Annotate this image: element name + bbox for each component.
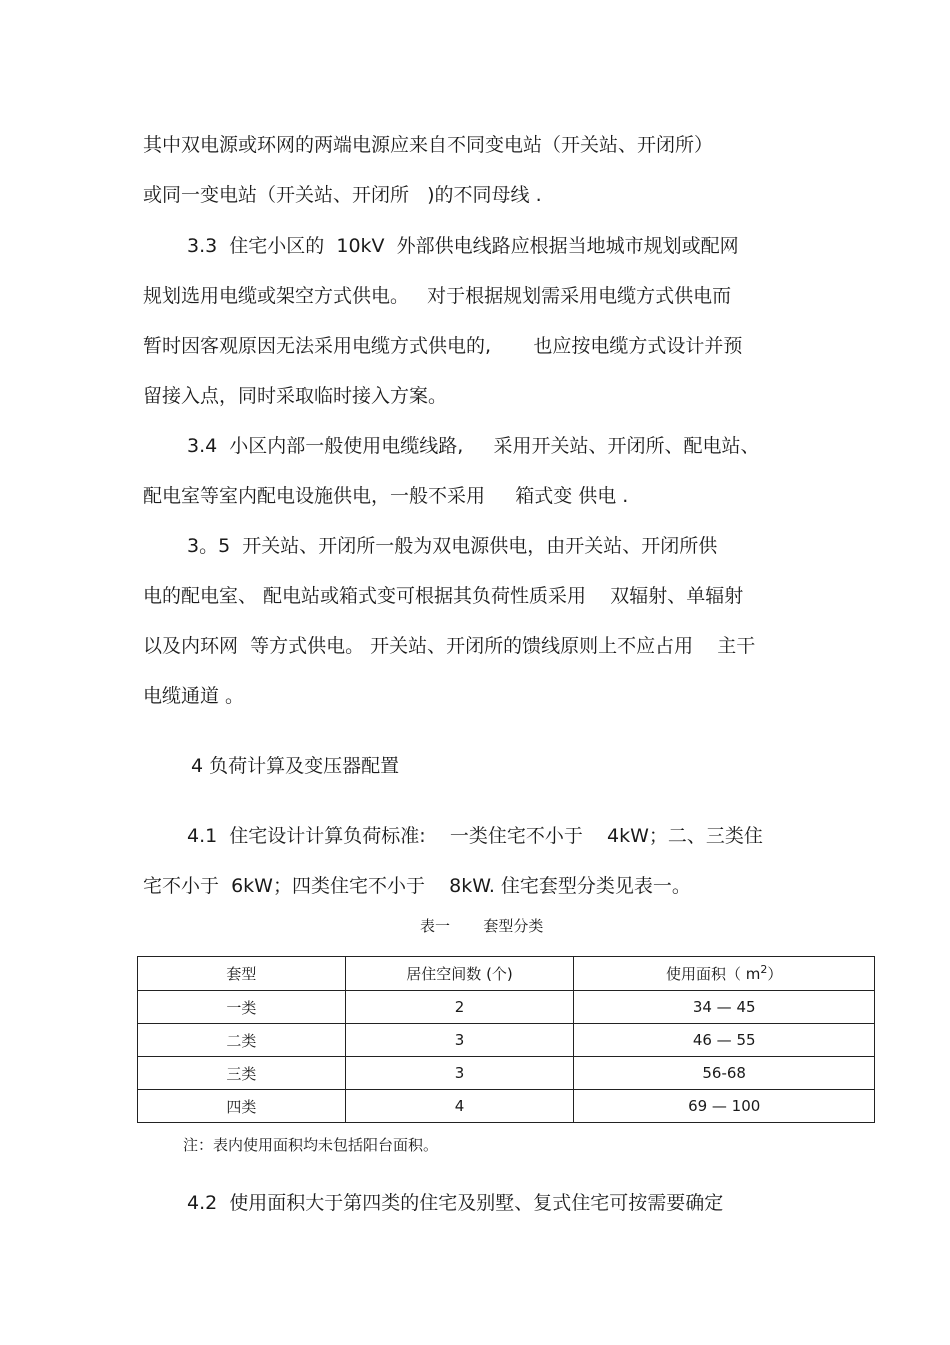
unit-type-table [137,956,875,1123]
paragraph-line: 电的配电室、 配电站或箱式变可根据其负荷性质采用 双辐射、单辐射 [143,585,744,607]
table-cell: 四类 [138,1090,346,1123]
paragraph-line: 留接入点，同时采取临时接入方案。 [143,385,448,407]
paragraph-line: 电缆通道 。 [143,685,245,707]
paragraph-line: 其中双电源或环网的两端电源应来自不同变电站（开关站、开闭所） [143,134,714,156]
paragraph-line: 宅不小于 6kW；四类住宅不小于 8kW. 住宅套型分类见表一。 [143,875,691,897]
paragraph-line: 配电室等室内配电设施供电，一般不采用 箱式变 供电 . [143,485,629,507]
table-cell: 2 [345,991,574,1024]
table-caption: 表一 套型分类 [420,917,544,935]
table-header-cell: 套型 [138,957,346,991]
table-header-cell: 居住空间数 (个) [345,957,574,991]
table-cell: 三类 [138,1057,346,1090]
table-cell: 3 [345,1024,574,1057]
table-row [138,1057,875,1090]
table-cell: 二类 [138,1024,346,1057]
paragraph-line: 3。5 开关站、开闭所一般为双电源供电，由开关站、开闭所供 [187,535,718,557]
paragraph-line: 3.3 住宅小区的 10kV 外部供电线路应根据当地城市规划或配网 [187,235,739,257]
section-heading: 4 负荷计算及变压器配置 [191,755,400,777]
paragraph-line: 3.4 小区内部一般使用电缆线路, 采用开关站、开闭所、配电站、 [187,435,760,457]
table-note: 注：表内使用面积均未包括阳台面积。 [183,1136,439,1154]
paragraph-line: 或同一变电站（开关站、开闭所 )的不同母线 . [143,184,542,206]
table-header-cell: 使用面积（ $m^2$） [574,957,875,991]
table-cell: 56-68 [574,1057,875,1090]
paragraph-line: 4.1 住宅设计计算负荷标准: 一类住宅不小于 4kW；二、三类住 [187,825,763,847]
table-cell: 3 [345,1057,574,1090]
table-cell: 69 — 100 [574,1090,875,1123]
paragraph-line: 以及内环网 等方式供电。 开关站、开闭所的馈线原则上不应占用 主干 [143,635,756,657]
paragraph-line: 暂时因客观原因无法采用电缆方式供电的, 也应按电缆方式设计并预 [143,335,743,357]
table-cell: 46 — 55 [574,1024,875,1057]
table-row [138,1090,875,1123]
paragraph-line: 4.2 使用面积大于第四类的住宅及别墅、复式住宅可按需要确定 [187,1192,724,1214]
table-cell: 4 [345,1090,574,1123]
table-cell: 一类 [138,991,346,1024]
table-row [138,991,875,1024]
table-header-row [138,957,875,991]
paragraph-line: 规划选用电缆或架空方式供电。 对于根据规划需采用电缆方式供电而 [143,285,732,307]
table-cell: 34 — 45 [574,991,875,1024]
table-row [138,1024,875,1057]
